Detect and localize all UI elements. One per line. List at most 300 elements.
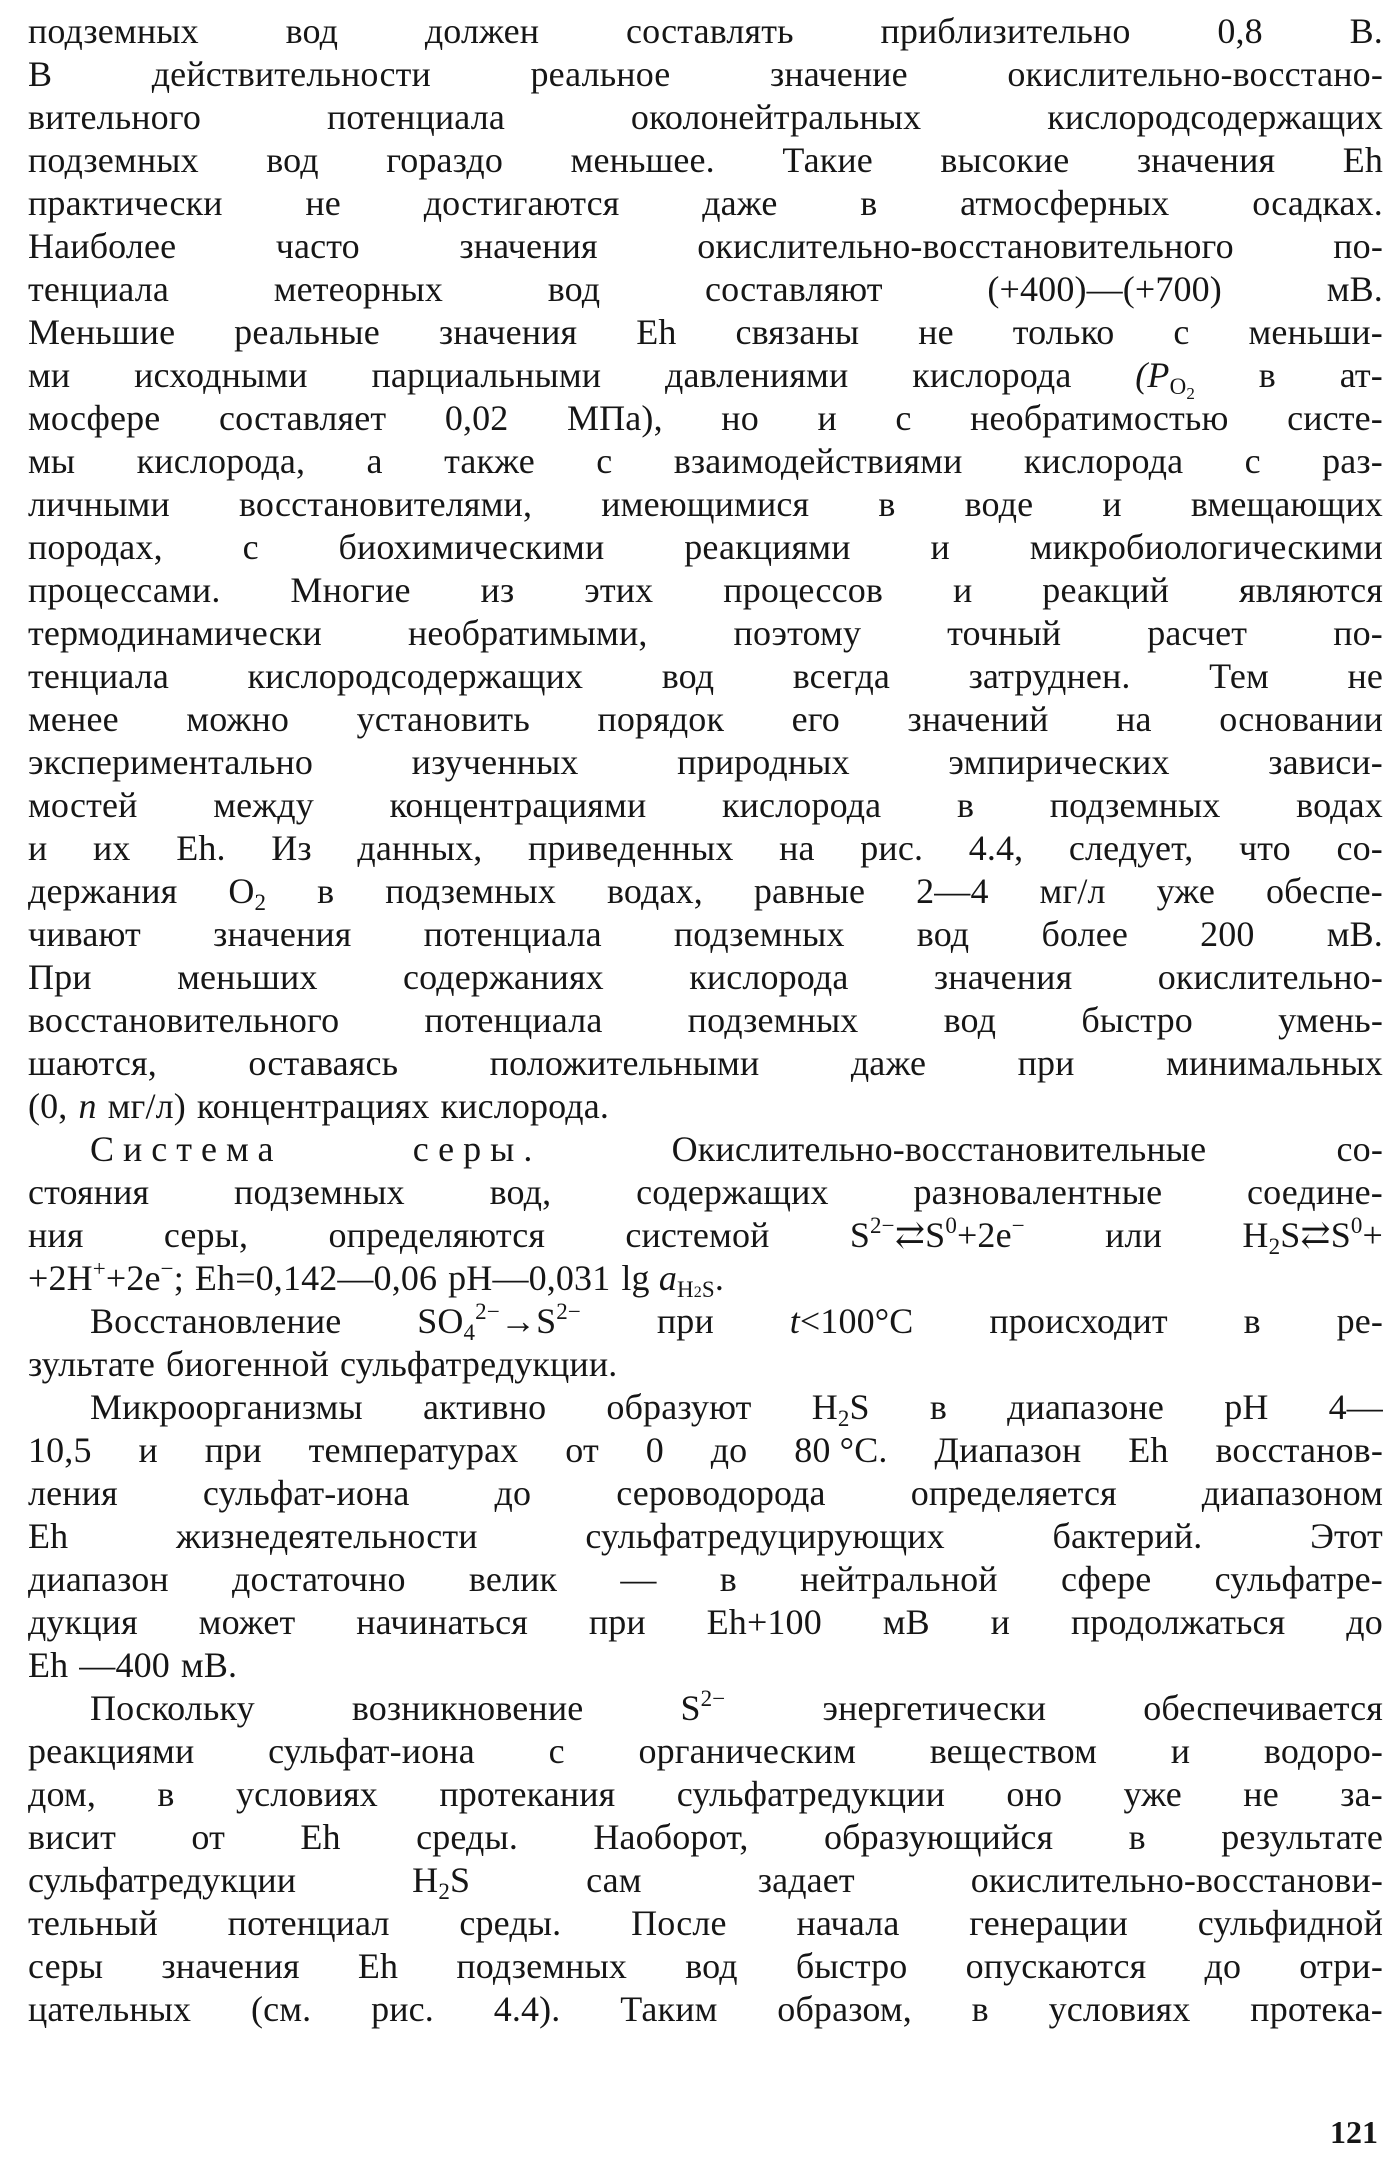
word: мВ.: [1326, 269, 1383, 309]
word: мг/л: [1039, 871, 1106, 911]
subscript: 2: [438, 1879, 450, 1904]
word: мосфере: [28, 398, 161, 438]
word: значения: [459, 226, 598, 266]
word: висит: [28, 1817, 116, 1857]
word: подземных: [456, 1946, 628, 1986]
formula-text: ;: [173, 1258, 184, 1298]
word: и: [138, 1430, 158, 1470]
word: сам: [586, 1860, 642, 1900]
chem-formula: [228, 870, 266, 913]
word: мВ.: [180, 1645, 238, 1685]
formula-text: SO: [417, 1301, 464, 1341]
word: среды.: [416, 1817, 518, 1857]
word: подземных: [1049, 785, 1221, 825]
subscript: 2: [1268, 1234, 1281, 1259]
word: опускаются: [965, 1946, 1147, 1986]
text-line: [28, 1902, 1383, 1945]
word: вод: [285, 11, 339, 51]
word: сероводорода: [616, 1473, 826, 1513]
word: также: [444, 441, 535, 481]
word: и: [1170, 1731, 1191, 1771]
word: определяется: [910, 1473, 1117, 1513]
word: Восстановление: [90, 1301, 342, 1341]
formula-text: S⇄S: [1280, 1215, 1351, 1255]
word: содержаниях: [402, 957, 604, 997]
page-number: 121: [1330, 2114, 1378, 2150]
word: но: [721, 398, 759, 438]
word: тельный: [28, 1903, 158, 1943]
word: на: [1116, 699, 1152, 739]
word: вод: [685, 1946, 738, 1986]
word: вод: [266, 140, 319, 180]
word: велик: [468, 1559, 558, 1599]
text-line: [28, 1816, 1383, 1859]
superscript: 2−: [870, 1213, 895, 1238]
word: ния: [28, 1215, 84, 1255]
word: Eh=0,142—0,06: [194, 1258, 438, 1298]
word: диапазон: [28, 1559, 169, 1599]
word: 0: [645, 1430, 664, 1470]
text-line: [28, 655, 1383, 698]
text-line: [28, 53, 1383, 96]
word: до: [1346, 1602, 1383, 1642]
formula-text: O: [228, 871, 255, 911]
word: реакциями: [28, 1731, 195, 1771]
formula-text: →S: [499, 1301, 557, 1341]
word: веществом: [929, 1731, 1098, 1771]
word: установить: [356, 699, 530, 739]
word: задает: [757, 1860, 855, 1900]
word: в: [157, 1774, 175, 1814]
word: Наоборот,: [593, 1817, 749, 1857]
word: начала: [796, 1903, 900, 1943]
word: сульфат-иона: [268, 1731, 475, 1771]
text-line: [28, 698, 1383, 741]
word: чивают: [28, 914, 141, 954]
word: не: [1243, 1774, 1279, 1814]
word: рис.: [860, 828, 924, 868]
word: в: [971, 1989, 989, 2029]
word: между: [213, 785, 314, 825]
formula-text: +2H: [28, 1258, 93, 1298]
word: тенциала: [28, 269, 169, 309]
word: 200: [1200, 914, 1255, 954]
word: и: [28, 828, 48, 868]
subscript: 2: [837, 1406, 850, 1431]
word: Диапазон: [934, 1430, 1082, 1470]
formula-text: +2e: [956, 1215, 1012, 1255]
word: давлениями: [665, 355, 849, 395]
sulfur-equilibrium-formula: [850, 1214, 1025, 1257]
word: сфере: [1060, 1559, 1152, 1599]
word: равные: [753, 871, 866, 911]
superscript: 2−: [556, 1299, 582, 1324]
word: активно: [422, 1387, 547, 1427]
formula-text: S: [680, 1688, 701, 1728]
word: дом,: [28, 1774, 97, 1814]
text-line: [28, 956, 1383, 999]
formula-text: H: [811, 1387, 838, 1427]
word: водоро-: [1263, 1731, 1383, 1771]
word: раз-: [1322, 441, 1383, 481]
superscript: +: [92, 1256, 106, 1281]
word: термодинамически: [28, 613, 322, 653]
word: органическим: [638, 1731, 857, 1771]
word: сульфатредукции: [28, 1860, 297, 1900]
word: Eh: [636, 312, 677, 352]
word: значения: [438, 312, 578, 352]
word: диапазоном: [1201, 1473, 1383, 1513]
word: обеспе-: [1265, 871, 1383, 911]
word: можно: [186, 699, 290, 739]
text-line: [28, 1300, 1383, 1343]
word: Eh: [1342, 140, 1383, 180]
word: разновалентные: [913, 1172, 1163, 1212]
word: необратимостью: [970, 398, 1229, 438]
word: в: [317, 871, 335, 911]
word: —400: [79, 1645, 170, 1685]
formula-text: O: [1169, 374, 1187, 399]
word: сульфатредуцирующих: [585, 1516, 945, 1556]
word: жизнедеятельности: [175, 1516, 478, 1556]
word: содержащих: [636, 1172, 829, 1212]
word: Из: [271, 828, 312, 868]
word: ления: [28, 1473, 118, 1513]
word: и: [952, 570, 973, 610]
word: потенциала: [423, 914, 602, 954]
text-line: [28, 741, 1383, 784]
word: даже: [850, 1043, 927, 1083]
word: вод: [661, 656, 715, 696]
word: порядок: [597, 699, 725, 739]
word: кислорода: [722, 785, 882, 825]
word: диапазоне: [1007, 1387, 1165, 1427]
word: начинаться: [356, 1602, 528, 1642]
word: гораздо: [386, 140, 504, 180]
text-line: [28, 612, 1383, 655]
word: или: [1105, 1215, 1163, 1255]
word: водах,: [607, 871, 703, 911]
word: в: [929, 1387, 947, 1427]
word: Таким: [620, 1989, 718, 2029]
section-heading-word: Система: [90, 1129, 283, 1169]
text-line: [28, 1687, 1383, 1730]
text-line: [28, 827, 1383, 870]
word: Наиболее: [28, 226, 177, 266]
superscript: −: [160, 1256, 174, 1281]
word: приблизительно: [880, 11, 1131, 51]
word: при: [204, 1430, 262, 1470]
word: парциальными: [371, 355, 602, 395]
word: среды.: [459, 1903, 562, 1943]
word: (см.: [250, 1989, 312, 2029]
word: окислительно-: [1157, 957, 1383, 997]
text-line: [28, 1730, 1383, 1773]
text-line: [28, 225, 1383, 268]
text-line: [28, 1386, 1383, 1429]
word: взаимодействиями: [673, 441, 963, 481]
text-line: [28, 1343, 1383, 1386]
word: приведенных: [528, 828, 734, 868]
text-line: [28, 1945, 1383, 1988]
formula-text: °C: [874, 1301, 914, 1341]
word: с: [1173, 312, 1190, 352]
word: кислорода,: [136, 441, 306, 481]
word: основании: [1219, 699, 1383, 739]
word: реакций: [1042, 570, 1170, 610]
word: pH: [1224, 1387, 1269, 1427]
text-line: [28, 397, 1383, 440]
word: происходит: [989, 1301, 1168, 1341]
word: в: [1243, 1301, 1261, 1341]
word: окислительно-восстанови-: [970, 1860, 1383, 1900]
word: в: [719, 1559, 737, 1599]
word: необратимыми,: [407, 613, 648, 653]
word: менее: [28, 699, 119, 739]
word: уже: [1156, 871, 1215, 911]
word: до: [1204, 1946, 1242, 1986]
book-page: [28, 10, 1383, 2170]
word: кислорода: [689, 957, 849, 997]
word: условиях: [1048, 1989, 1191, 2029]
word: за-: [1340, 1774, 1383, 1814]
word: его: [791, 699, 840, 739]
word: Многие: [290, 570, 411, 610]
word: Тем: [1209, 656, 1269, 696]
text-line: [28, 1859, 1383, 1902]
sulfide-ion-formula: [680, 1687, 725, 1730]
word: сульфатре-: [1214, 1559, 1383, 1599]
text-line: [28, 526, 1383, 569]
section-heading-word: серы.: [412, 1129, 542, 1169]
word: осадках.: [1252, 183, 1383, 223]
formula-text: H: [676, 1277, 694, 1302]
formula-text: °C.: [839, 1430, 888, 1470]
word: продолжаться: [1070, 1602, 1286, 1642]
superscript: 0: [945, 1213, 957, 1238]
word: в: [956, 785, 975, 825]
formula-text: +2e: [105, 1258, 161, 1298]
word: зависи-: [1268, 742, 1383, 782]
word: и: [990, 1602, 1011, 1642]
text-line: [28, 1042, 1383, 1085]
word: вод,: [489, 1172, 552, 1212]
word: окислительно-восстано-: [1007, 54, 1383, 94]
word: стояния: [28, 1172, 150, 1212]
word: 10,5: [28, 1430, 92, 1470]
word: подземных: [687, 1000, 859, 1040]
word: концентрациях: [196, 1086, 430, 1126]
word: кислорода: [912, 355, 1072, 395]
text-line: [28, 1773, 1383, 1816]
word: кислорода.: [440, 1086, 609, 1126]
word: потенциала: [424, 1000, 603, 1040]
word: часто: [275, 226, 360, 266]
formula-text: +: [1362, 1215, 1383, 1255]
word: при: [656, 1301, 714, 1341]
text-line: [28, 311, 1383, 354]
word: концентрациями: [389, 785, 647, 825]
word: экспериментально: [28, 742, 314, 782]
word: бактерий.: [1052, 1516, 1203, 1556]
word: затруднен.: [968, 656, 1131, 696]
word: нейтральной: [800, 1559, 998, 1599]
word: 0,8: [1217, 11, 1263, 51]
word: с: [596, 441, 613, 481]
word: генерации: [969, 1903, 1128, 1943]
word: подземных: [673, 914, 845, 954]
word: системой: [625, 1215, 770, 1255]
word: не: [305, 183, 341, 223]
word: Eh.: [176, 828, 226, 868]
word: возникновение: [351, 1688, 584, 1728]
word: данных,: [357, 828, 483, 868]
word: 0,02: [444, 398, 509, 438]
text-line: [28, 784, 1383, 827]
word: значения: [933, 957, 1073, 997]
subscript: [677, 1277, 715, 1302]
word: оставаясь: [248, 1043, 399, 1083]
h2s-equilibrium-formula: [1242, 1214, 1383, 1257]
text-line: [28, 1988, 1383, 2031]
word: результате: [1221, 1817, 1383, 1857]
word: В: [28, 54, 53, 94]
word: на: [779, 828, 815, 868]
text-line: [28, 10, 1383, 53]
word: только: [1012, 312, 1115, 352]
word: определяются: [328, 1215, 546, 1255]
word: меньшее.: [570, 140, 715, 180]
word: может: [198, 1602, 296, 1642]
word: Eh+100: [706, 1602, 822, 1642]
word: подземных: [234, 1172, 405, 1212]
word: систе-: [1287, 398, 1383, 438]
word: в: [1128, 1817, 1146, 1857]
word: В.: [1349, 11, 1383, 51]
word: шаются,: [28, 1043, 157, 1083]
text-line: [28, 1558, 1383, 1601]
word: атмосферных: [960, 183, 1170, 223]
word: сульфат-иона: [202, 1473, 410, 1513]
temperature-value: [794, 1429, 887, 1472]
word: быстро: [1081, 1000, 1193, 1040]
word: в: [860, 183, 878, 223]
word: подземных: [28, 11, 199, 51]
word: от: [191, 1817, 225, 1857]
word: значение: [769, 54, 908, 94]
word: метеорных: [273, 269, 443, 309]
word: процессов: [723, 570, 883, 610]
word: природных: [677, 742, 850, 782]
superscript: −: [1011, 1213, 1025, 1238]
word: уже: [1123, 1774, 1182, 1814]
word: по-: [1333, 613, 1383, 653]
word: вмещающих: [1190, 484, 1383, 524]
word: сульфидной: [1197, 1903, 1383, 1943]
word: мостей: [28, 785, 138, 825]
word: точный: [947, 613, 1062, 653]
word: должен: [424, 11, 540, 51]
word: личными: [28, 484, 170, 524]
word: протекания: [439, 1774, 616, 1814]
word: всегда: [792, 656, 891, 696]
word: биохимическими: [338, 527, 605, 567]
text-line: [28, 483, 1383, 526]
text-line: [28, 1085, 1383, 1128]
formula-text: S: [701, 1277, 715, 1302]
word: образуют: [606, 1387, 752, 1427]
word: действительности: [151, 54, 431, 94]
formula-text: S: [449, 1860, 471, 1900]
formula-text: H: [1242, 1215, 1269, 1255]
word: со-: [1336, 1129, 1383, 1169]
word: Поскольку: [90, 1688, 255, 1728]
word: процессами.: [28, 570, 221, 610]
word: даже: [702, 183, 778, 223]
word: минимальных: [1166, 1043, 1383, 1083]
word: и: [930, 527, 950, 567]
word: После: [631, 1903, 727, 1943]
word: составляет: [219, 398, 387, 438]
word: кислорода: [1023, 441, 1184, 481]
word: меньших: [177, 957, 318, 997]
word: до: [710, 1430, 748, 1470]
text-line: [28, 1472, 1383, 1515]
word: 2—4: [916, 871, 989, 911]
word: с: [895, 398, 912, 438]
word: Eh: [300, 1817, 341, 1857]
word: реальные: [234, 312, 380, 352]
formula-text: (P: [1135, 355, 1170, 395]
word: более: [1041, 914, 1128, 954]
word: до: [494, 1473, 532, 1513]
word: Окислительно-восстановительные: [671, 1129, 1207, 1169]
formula-part: [28, 1257, 184, 1300]
temperature-formula: [790, 1300, 914, 1343]
word: изученных: [411, 742, 579, 782]
word: мы: [28, 441, 76, 481]
word: ре-: [1336, 1301, 1383, 1341]
word: реальное: [530, 54, 671, 94]
word: энергетически: [822, 1688, 1047, 1728]
word: 4.4,: [968, 828, 1024, 868]
word: обеспечивается: [1143, 1688, 1383, 1728]
formula-text: ⇄S: [894, 1215, 946, 1255]
formula-text: lg: [621, 1258, 650, 1298]
text-line: [28, 268, 1383, 311]
word: не: [918, 312, 954, 352]
word: по-: [1333, 226, 1383, 266]
word: n: [78, 1086, 97, 1126]
text-line: [28, 354, 1383, 403]
word: высокие: [940, 140, 1070, 180]
word: водах: [1296, 785, 1383, 825]
word: со-: [1336, 828, 1383, 868]
word: (+400)—(+700): [987, 269, 1222, 309]
word: ми: [28, 355, 71, 395]
word: 4—: [1328, 1387, 1383, 1427]
text-line: [28, 182, 1383, 225]
word: восстановителями,: [239, 484, 533, 524]
word: потенциал: [227, 1903, 390, 1943]
word: при: [588, 1602, 646, 1642]
word: биогенной: [166, 1344, 330, 1384]
subscript: [1169, 374, 1195, 403]
word: мВ: [882, 1602, 930, 1642]
word: достигаются: [423, 183, 620, 223]
chem-formula: [412, 1859, 470, 1902]
word: Eh: [1128, 1430, 1169, 1470]
